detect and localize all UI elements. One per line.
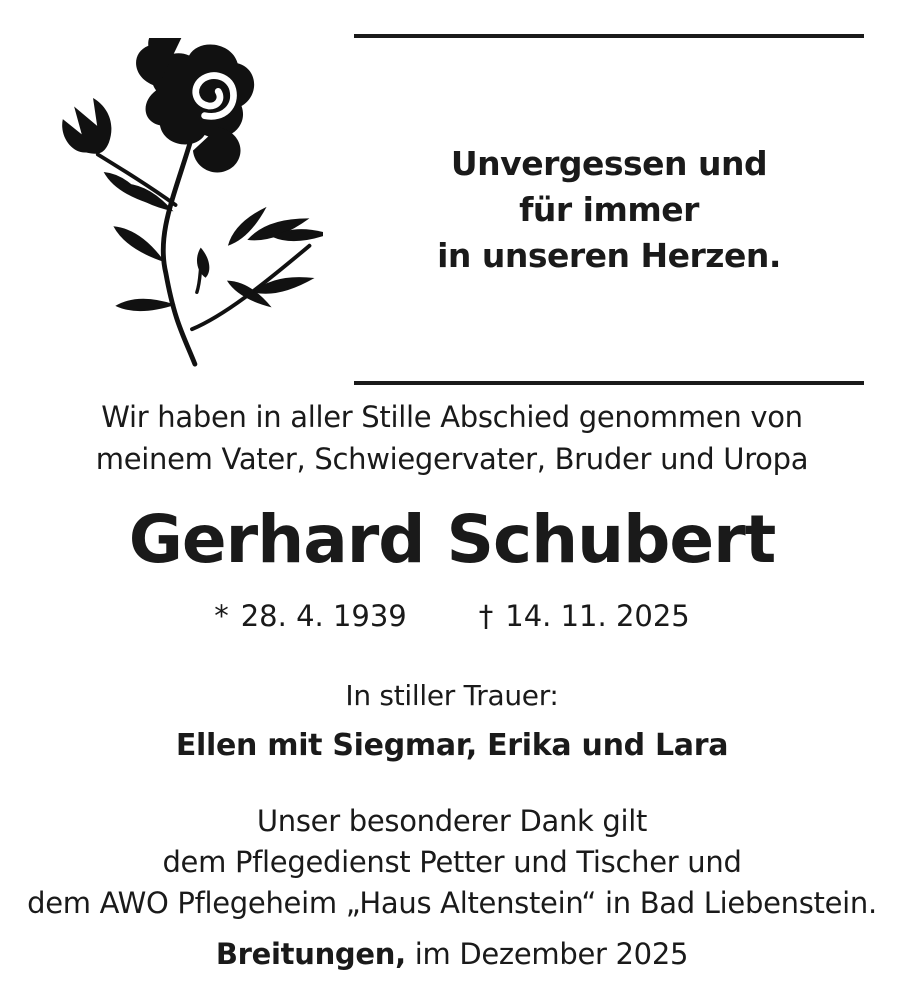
intro-line: Wir haben in aller Stille Abschied genommen von xyxy=(101,400,803,434)
mourning-heading: In stiller Trauer: xyxy=(345,678,559,712)
birth-date-value: 28. 4. 1939 xyxy=(240,598,407,633)
motto-block xyxy=(354,34,864,385)
thanks-line: dem Pflegedienst Petter und Tischer und xyxy=(162,844,742,879)
main-content xyxy=(0,396,904,971)
motto-line: für immer xyxy=(519,189,699,229)
date-text: im Dezember 2025 xyxy=(405,936,689,971)
thanks-line: dem AWO Pflegeheim „Haus Altenstein“ in Bad Liebenstein. xyxy=(27,885,877,920)
birth-date xyxy=(214,599,407,633)
motto-line: Unvergessen und xyxy=(450,143,768,183)
motto-text xyxy=(354,141,864,279)
motto-line: in unseren Herzen. xyxy=(437,235,781,275)
death-date-value: 14. 11. 2025 xyxy=(505,598,690,633)
thanks-line: Unser besonderer Dank gilt xyxy=(256,803,648,838)
flower-illustration xyxy=(28,38,323,368)
deceased-name: Gerhard Schubert xyxy=(128,501,776,578)
place-date-line xyxy=(0,937,904,971)
bottom-rule xyxy=(354,381,864,385)
flower-icon xyxy=(28,38,323,368)
place-name: Breitungen, xyxy=(215,936,406,971)
thanks-text xyxy=(0,801,904,924)
death-cross-icon: † xyxy=(478,598,494,633)
intro-line: meinem Vater, Schwiegervater, Bruder und Uropa xyxy=(95,442,809,476)
death-date xyxy=(479,599,690,633)
top-rule xyxy=(354,34,864,38)
birth-star-icon: * xyxy=(214,598,229,633)
mourners-names: Ellen mit Siegmar, Erika und Lara xyxy=(175,727,729,763)
life-dates xyxy=(0,599,904,633)
intro-text xyxy=(0,396,904,480)
